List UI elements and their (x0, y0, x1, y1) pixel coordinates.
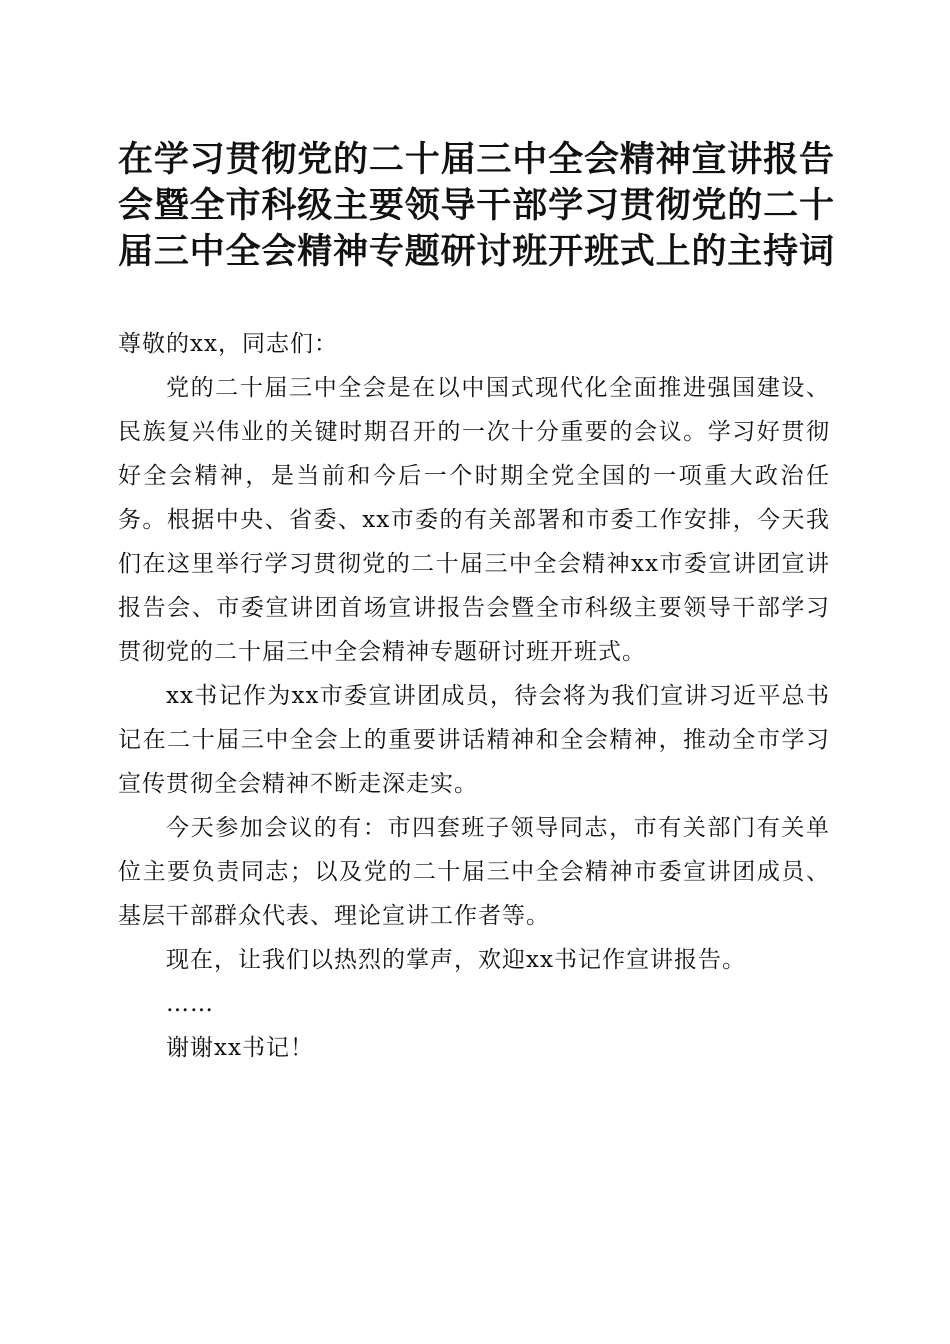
ellipsis-line: …… (166, 991, 214, 1017)
title-line-1: 在学习贯彻党的二十届三中全会精神宣讲报告 (118, 139, 834, 180)
paragraph-1: 党的二十届三中全会是在以中国式现代化全面推进强国建设、民族复兴伟业的关键时期召开的一次十分重要的会议。学习好贯彻好全会精神，是当前和今后一个时期全党全国的一项重大政治任务。根据中央、省委、xx市委的有关部署和市委工作安排，今天我们在这里举行学习贯彻党的二十届三中全会精神xx市委宣讲团宣讲报告会、市委宣讲团首场宣讲报告会暨全市科级主要领导干部学习贯彻党的二十届三中全会精神专题研讨班开班式。 (118, 375, 830, 665)
title-line-3: 届三中全会精神专题研讨班开班式上的主持词 (118, 231, 834, 272)
paragraph-4: 现在，让我们以热烈的掌声，欢迎xx书记作宣讲报告。 (166, 947, 746, 973)
closing-line: 谢谢xx书记！ (166, 1035, 314, 1061)
paragraph-2: xx书记作为xx市委宣讲团成员，待会将为我们宣讲习近平总书记在二十届三中全会上的重要讲话精神和全会精神，推动全市学习宣传贯彻全会精神不断走深走实。 (118, 683, 830, 797)
document-body (118, 322, 830, 1070)
paragraph-3: 今天参加会议的有：市四套班子领导同志，市有关部门有关单位主要负责同志；以及党的二十届三中全会精神市委宣讲团成员、基层干部群众代表、理论宣讲工作者等。 (118, 815, 830, 929)
title-line-2: 会暨全市科级主要领导干部学习贯彻党的二十 (118, 185, 834, 226)
salutation: 尊敬的xx，同志们： (118, 331, 338, 357)
document-title (118, 137, 834, 275)
